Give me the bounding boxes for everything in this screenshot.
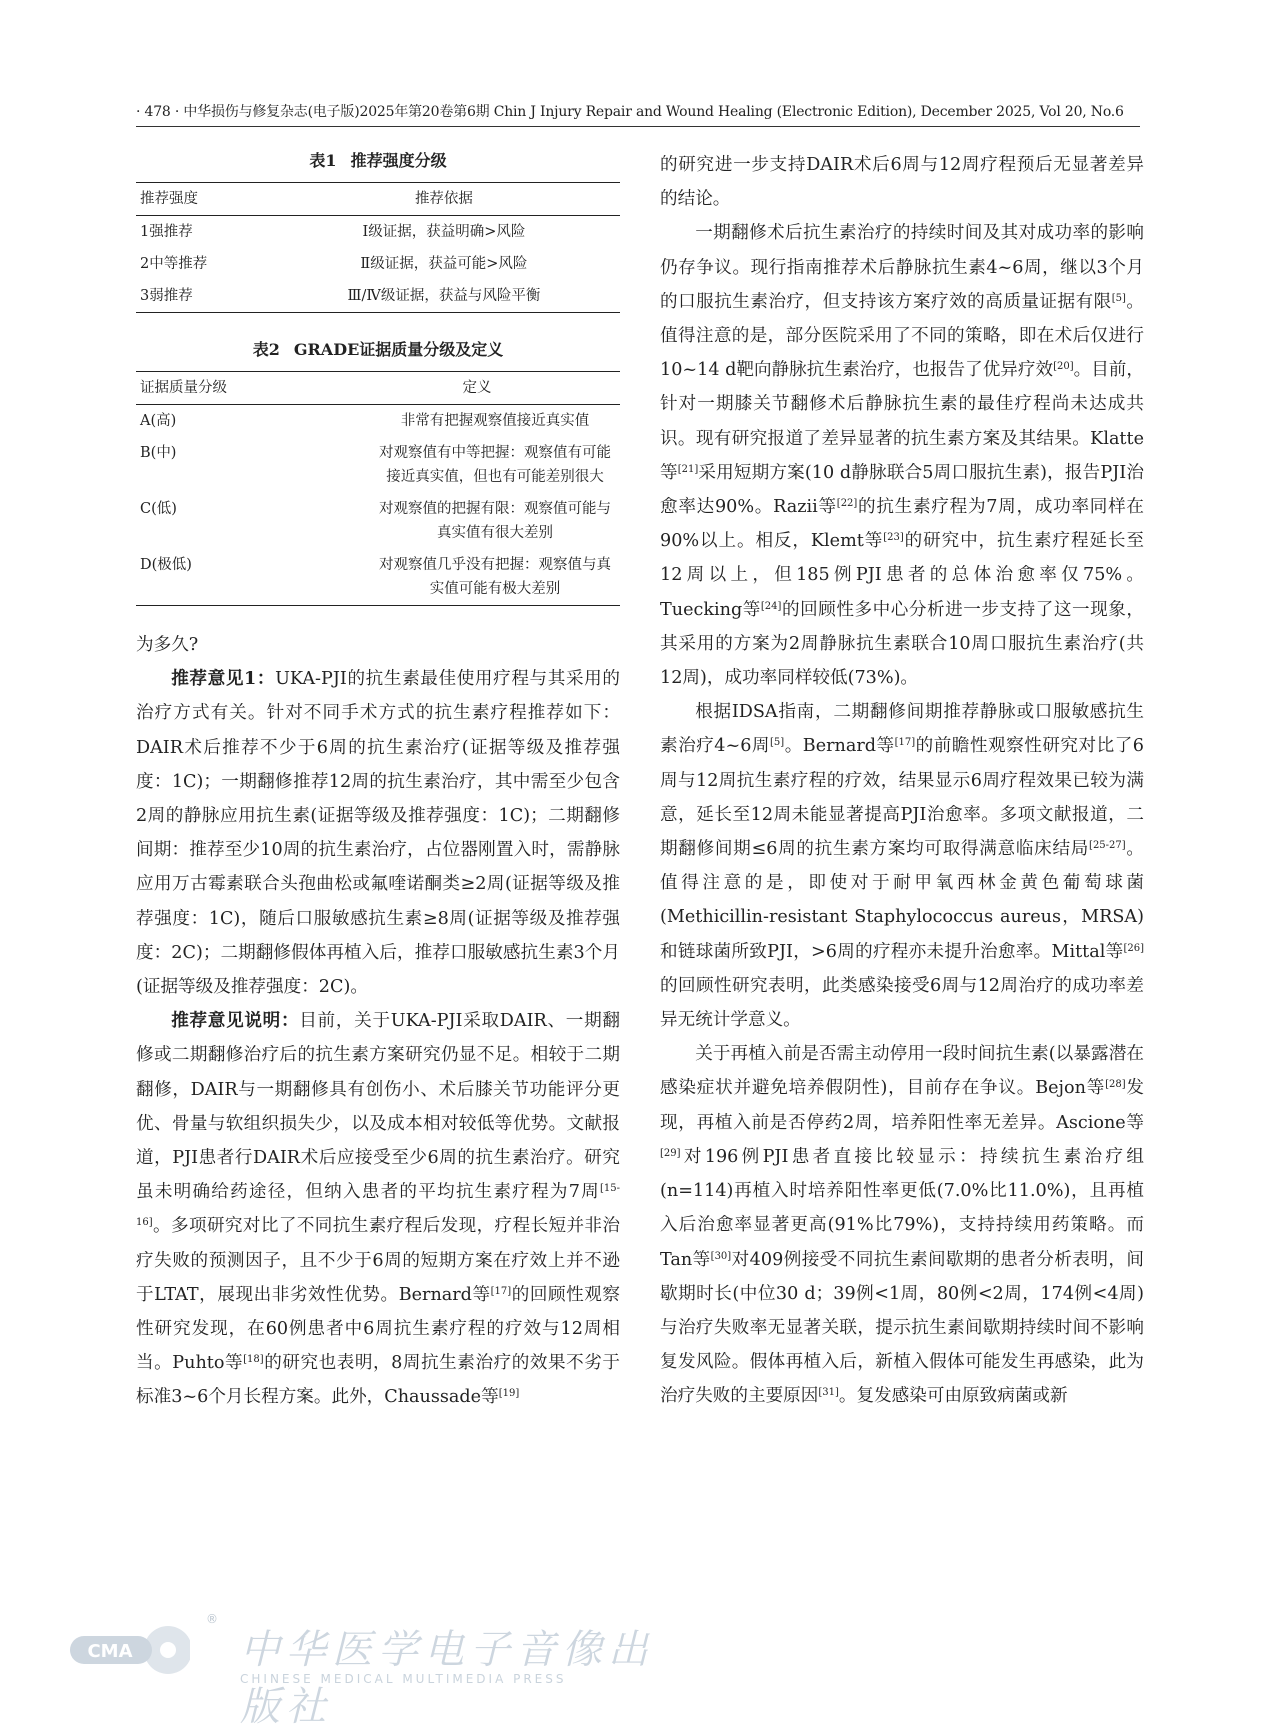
citation: [23] bbox=[883, 532, 904, 544]
table-cell: 3弱推荐 bbox=[136, 280, 268, 313]
table-2-caption bbox=[136, 337, 620, 363]
body-text: 。目前，针对一期膝关节翻修术后静脉抗生素的最佳疗程尚未达成共识。现有研究报道了差异显著的抗生素方案及其结果。Klatte等 bbox=[660, 360, 1144, 483]
body-text: 对196例PJI患者直接比较显示：持续抗生素治疗组(n=114)再植入时培养阳性率更低(7.0%比11.0%)，且再植入后治愈率显著更高(91%比79%)，支持持续用药策略。而Tan等 bbox=[660, 1146, 1144, 1270]
citation: [5] bbox=[1111, 292, 1126, 304]
table-1-number: 表1 bbox=[309, 151, 337, 170]
citation: [20] bbox=[1053, 361, 1074, 373]
table-row bbox=[136, 437, 620, 493]
body-text: 。Bernard等 bbox=[784, 736, 895, 757]
body-text: 发现，再植入前是否停药2周，培养阳性率无差异。Ascione等 bbox=[660, 1078, 1144, 1133]
citation: [21] bbox=[677, 463, 699, 475]
body-text: 。复发感染可由原致病菌或新 bbox=[838, 1386, 1068, 1407]
publisher-name-cn: 中华医学电子音像出版社 bbox=[240, 1627, 654, 1730]
table-cell: C(低) bbox=[140, 501, 177, 517]
table-row bbox=[136, 280, 620, 313]
table-1-grid bbox=[136, 182, 620, 313]
running-header: · 478 · 中华损伤与修复杂志(电子版)2025年第20卷第6期 Chin J Injury Repair and Wound Healing (Electronic Edition), December 2025, Vol 20, No.6 bbox=[136, 101, 1140, 127]
body-text: 。值得注意的是，部分医院采用了不同的策略，即在术后仅进行10~14 d靶向静脉抗生素治疗，也报告了优异疗效 bbox=[660, 291, 1144, 381]
citation: [15-16] bbox=[136, 1183, 620, 1229]
body-text: 的前瞻性观察性研究对比了6周与12周抗生素疗程的疗效，结果显示6周疗程效果已较为满意，延长至12周未能显著提高PJI治愈率。多项文献报道，二期翻修间期≤6周的抗生素方案均可取得满意临床结局 bbox=[660, 736, 1144, 860]
table-row bbox=[136, 549, 620, 606]
table-row bbox=[136, 248, 620, 280]
table-cell: Ⅰ级证据，获益明确>风险 bbox=[362, 224, 526, 240]
citation: [28] bbox=[1105, 1079, 1126, 1091]
body-text: 的研究中，抗生素疗程延长至12周以上，但185例PJI患者的总体治愈率仅75%。Tuecking等 bbox=[660, 531, 1144, 620]
recommendation-1-text: UKA-PJI的抗生素最佳使用疗程与其采用的治疗方式有关。针对不同手术方式的抗生素疗程推荐如下：DAIR术后推荐不少于6周的抗生素治疗(证据等级及推荐强度：1C)；一期翻修推荐12周的抗生素治疗，其中需至少包含2周的静脉应用抗生素(证据等级及推荐强度：1C)；二期翻修间期：推荐至少10周的抗生素治疗，占位器刚置入时，需静脉应用万古霉素联合头孢曲松或氟喹诺酮类≥2周(证据等级及推荐强度：1C)，随后口服敏感抗生素≥8周(证据等级及推荐强度：2C)；二期翻修假体再植入后，推荐口服敏感抗生素3个月(证据等级及推荐强度：2C)。 bbox=[136, 669, 620, 998]
table-row bbox=[136, 216, 620, 249]
table-1-title: 推荐强度分级 bbox=[350, 151, 447, 170]
citation: [22] bbox=[836, 498, 858, 510]
publisher-name-en: CHINESE MEDICAL MULTIMEDIA PRESS bbox=[240, 1672, 567, 1686]
body-paragraph bbox=[660, 1037, 1144, 1413]
recommendation-explanation-paragraph bbox=[136, 1004, 620, 1414]
left-column bbox=[136, 148, 620, 1415]
paragraph-continuation: 的研究进一步支持DAIR术后6周与12周疗程预后无显著差异的结论。 bbox=[660, 155, 1144, 210]
right-column bbox=[660, 148, 1144, 1414]
table-1-header-cell: 推荐强度 bbox=[136, 183, 268, 216]
table-1-caption bbox=[136, 148, 620, 174]
body-text: 的回顾性研究表明，此类感染接受6周与12周治疗的成功率差异无统计学意义。 bbox=[660, 975, 1144, 1031]
body-text: 对409例接受不同抗生素间歇期的患者分析表明，间歇期时长(中位30 d；39例<1周，80例<2周，174例<4周)与治疗失败率无显著关联，提示抗生素间歇期持续时间不影响复发风险。假体再植入后，新植入假体可能发生再感染，此为治疗失败的主要原因 bbox=[660, 1249, 1144, 1407]
citation: [30] bbox=[710, 1250, 732, 1262]
table-1 bbox=[136, 148, 620, 313]
table-cell: B(中) bbox=[140, 445, 177, 461]
body-text: 关于再植入前是否需主动停用一段时间抗生素(以暴露潜在感染症状并避免培养假阴性)，目前存在争议。Bejon等 bbox=[660, 1044, 1144, 1099]
table-2-header-cell: 证据质量分级 bbox=[136, 372, 334, 405]
body-text: 的抗生素疗程为7周，成功率同样在90%以上。相反，Klemt等 bbox=[660, 497, 1144, 552]
body-text: 。多项研究对比了不同抗生素疗程后发现，疗程长短并非治疗失败的预测因子，且不少于6周的短期方案在疗效上并不逊于LTAT，展现出非劣效性优势。Bernard等 bbox=[136, 1216, 620, 1305]
body-text: 一期翻修术后抗生素治疗的持续时间及其对成功率的影响仍存争议。现行指南推荐术后静脉抗生素4~6周，继以3个月的口服抗生素治疗，但支持该方案疗效的高质量证据有限 bbox=[660, 223, 1144, 312]
table-row bbox=[136, 405, 620, 438]
body-text: 的回顾性多中心分析进一步支持了这一现象，其采用的方案为2周静脉抗生素联合10周口服抗生素治疗(共12周)，成功率同样较低(73%)。 bbox=[660, 599, 1144, 689]
body-text: 的研究也表明，8周抗生素治疗的效果不劣于标准3~6个月长程方案。此外，Chaussade等 bbox=[136, 1353, 620, 1408]
citation: [31] bbox=[818, 1387, 839, 1399]
table-cell: 非常有把握观察值接近真实值 bbox=[400, 413, 590, 429]
citation: [18] bbox=[243, 1354, 264, 1366]
table-cell: 1强推荐 bbox=[140, 224, 193, 240]
citation: [17] bbox=[894, 737, 916, 749]
body-text: 目前，关于UKA-PJI采取DAIR、一期翻修或二期翻修治疗后的抗生素方案研究仍显不足。相较于二期翻修，DAIR与一期翻修具有创伤小、术后膝关节功能评分更优、骨量与软组织损失少，以及成本相对较低等优势。文献报道，PJI患者行DAIR术后应接受至少6周的抗生素治疗。研究虽未明确给药途径，但纳入患者的平均抗生素疗程为7周 bbox=[136, 1011, 620, 1203]
registered-mark: ® bbox=[206, 1612, 218, 1626]
recommendation-1-lead: 推荐意见1： bbox=[171, 668, 276, 690]
table-2-grid bbox=[136, 371, 620, 606]
table-row bbox=[136, 493, 620, 549]
table-cell: 对观察值几乎没有把握：观察值与真实值可能有极大差别 bbox=[334, 549, 620, 606]
table-cell: 对观察值有中等把握：观察值有可能接近真实值，但也有可能差别很大 bbox=[379, 445, 611, 485]
table-2-header-cell: 定义 bbox=[334, 372, 620, 405]
body-text: 根据IDSA指南，二期翻修间期推荐静脉或口服敏感抗生素治疗4~6周 bbox=[660, 702, 1144, 757]
recommendation-1-paragraph bbox=[136, 662, 620, 1004]
body-paragraph bbox=[660, 695, 1144, 1037]
citation: [24] bbox=[760, 600, 782, 612]
citation: [26] bbox=[1123, 942, 1144, 954]
table-cell: D(极低) bbox=[136, 549, 334, 606]
table-cell: Ⅱ级证据，获益可能>风险 bbox=[360, 256, 528, 272]
recommendation-explanation-lead: 推荐意见说明： bbox=[171, 1010, 300, 1032]
table-2-number: 表2 bbox=[252, 340, 280, 359]
paragraph-continuation: 为多久? bbox=[136, 635, 199, 655]
citation: [19] bbox=[498, 1388, 520, 1400]
body-text: 的回顾性观察性研究发现，在60例患者中6周抗生素疗程的疗效与12周相当。Puhto等 bbox=[136, 1284, 620, 1374]
table-cell: A(高) bbox=[140, 413, 177, 429]
table-cell: Ⅲ/Ⅳ级证据，获益与风险平衡 bbox=[268, 280, 620, 313]
logo-text: CMA bbox=[87, 1641, 133, 1662]
citation: [5] bbox=[770, 737, 785, 749]
table-2 bbox=[136, 337, 620, 606]
citation: [25-27] bbox=[1089, 840, 1126, 852]
table-2-title: GRADE证据质量分级及定义 bbox=[293, 340, 504, 359]
cma-logo bbox=[70, 1624, 190, 1676]
publisher-watermark bbox=[70, 1612, 670, 1730]
table-cell: 对观察值的把握有限：观察值可能与真实值有很大差别 bbox=[379, 501, 611, 541]
body-paragraph bbox=[660, 216, 1144, 695]
body-text: 采用短期方案(10 d静脉联合5周口服抗生素)，报告PJI治愈率达90%。Razii等 bbox=[660, 462, 1144, 518]
citation: [29] bbox=[660, 1147, 681, 1159]
body-text: 。值得注意的是，即使对于耐甲氧西林金黄色葡萄球菌(Methicillin-resistant Staphylococcus aureus，MRSA)和链球菌所致PJI，>6周的疗程亦未提升治愈率。Mittal等 bbox=[660, 839, 1144, 962]
table-cell: 2中等推荐 bbox=[140, 256, 208, 272]
table-1-header-cell: 推荐依据 bbox=[268, 183, 620, 216]
citation: [17] bbox=[490, 1285, 512, 1297]
